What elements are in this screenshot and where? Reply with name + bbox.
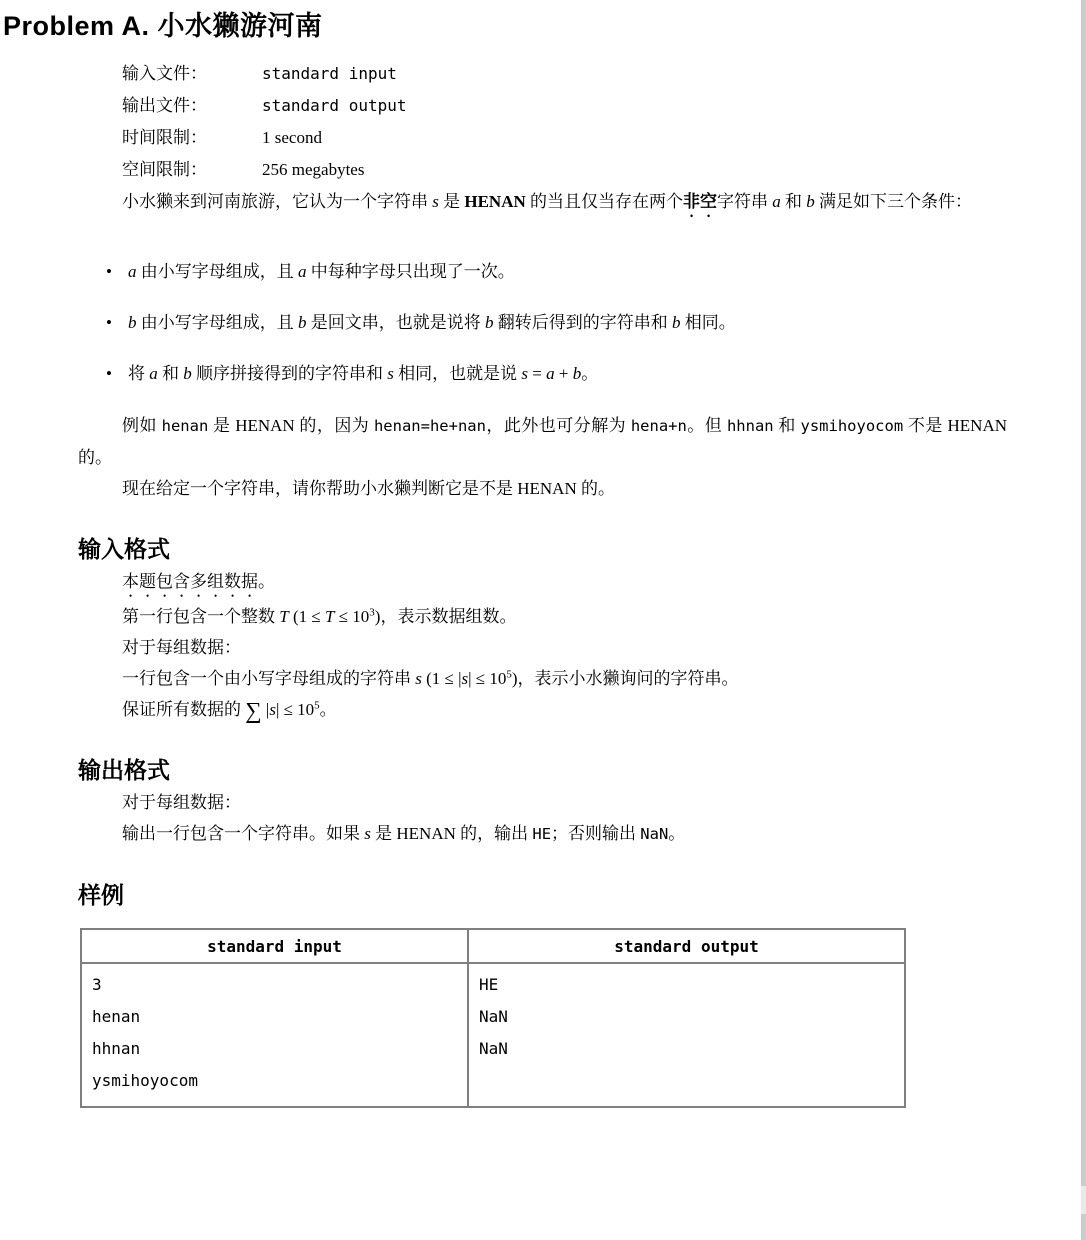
file-info-block (122, 58, 1007, 186)
input-format-line: 对于每组数据： (122, 638, 241, 657)
input-format-line: 一行包含一个由小写字母组成的字符串 s $(1 \le |s| \le 10^5)$，表示小水獭询问的字符串。 (122, 668, 739, 688)
input-format-line: 保证所有数据的 ∑ $|s| \le 10^5$。 (122, 698, 337, 723)
input-file-label: 输入文件： (122, 64, 207, 83)
info-row-input-file (122, 58, 1007, 90)
sample-input-line: hhnan (92, 1039, 141, 1058)
output-file-label: 输出文件： (122, 96, 207, 115)
bullet-icon: • (106, 313, 112, 332)
output-file-value: standard output (262, 96, 407, 115)
samples-heading: 样例 (78, 882, 124, 908)
condition-text: a 由小写字母组成，且 a 中每种字母只出现了一次。 (128, 262, 515, 281)
statement-paragraph-intro: 小水獭来到河南旅游，它认为一个字符串 s 是 HENAN 的当且仅当存在两个非空字符串 a 和 b 满足如下三个条件： (122, 192, 973, 211)
time-limit-label: 时间限制： (122, 128, 207, 147)
info-row-output-file (122, 90, 1007, 122)
output-format-heading: 输出格式 (78, 757, 170, 783)
bullet-icon: • (106, 262, 112, 281)
sample-input-line: henan (92, 1007, 141, 1026)
memory-limit-label: 空间限制： (122, 160, 207, 179)
condition-item-a (78, 257, 1007, 287)
input-file-value: standard input (262, 64, 397, 83)
statement-paragraph-example: 例如 henan 是 HENAN 的，因为 henan=he+nan，此外也可分解为 hena+n。但 hhnan 和 ysmihoyocom 不是 HENAN 的。 (78, 416, 1008, 467)
condition-list (78, 257, 1007, 389)
sample-input-line: ysmihoyocom (92, 1071, 198, 1090)
sample-table-body-row (81, 963, 905, 1107)
sample-table-header-row (81, 929, 905, 963)
info-row-time-limit (122, 122, 1007, 154)
input-format-line: 本题包含多组数据。 (122, 572, 275, 591)
input-format-line: 第一行包含一个整数 T $(1 \le T \le 10^3)$，表示数据组数。 (122, 606, 517, 626)
sample-output-line: HE (479, 975, 499, 994)
info-row-memory-limit (122, 154, 1007, 186)
statement-paragraph-task: 现在给定一个字符串，请你帮助小水獭判断它是不是 HENAN 的。 (122, 479, 615, 498)
bullet-icon: • (106, 364, 112, 383)
sample-table-header-input: standard input (81, 929, 468, 963)
condition-text: b 由小写字母组成，且 b 是回文串，也就是说将 b 翻转后得到的字符串和 b 相同。 (128, 313, 736, 332)
sample-input-cell (81, 963, 468, 1107)
output-format-line: 对于每组数据： (122, 793, 241, 812)
condition-item-concat (78, 359, 1007, 389)
sample-output-cell (468, 963, 905, 1107)
scrollbar-thumb[interactable] (1081, 1186, 1086, 1214)
sample-output-line: NaN (479, 1039, 508, 1058)
sample-table (80, 928, 906, 1108)
page-content (0, 58, 1086, 1108)
problem-title: Problem A. 小水獭游河南 (3, 11, 323, 41)
output-format-line: 输出一行包含一个字符串。如果 s 是 HENAN 的，输出 HE；否则输出 NaN。 (122, 824, 686, 843)
input-format-heading: 输入格式 (78, 536, 170, 562)
condition-text: 将 a 和 b 顺序拼接得到的字符串和 s 相同，也就是说 s = a + b。 (128, 364, 599, 383)
condition-item-b (78, 308, 1007, 338)
time-limit-value: 1 second (262, 128, 322, 147)
scrollbar-track[interactable] (1081, 0, 1086, 1240)
sample-input-line: 3 (92, 975, 102, 994)
sample-output-line: NaN (479, 1007, 508, 1026)
memory-limit-value: 256 megabytes (262, 160, 365, 179)
sample-table-header-output: standard output (468, 929, 905, 963)
